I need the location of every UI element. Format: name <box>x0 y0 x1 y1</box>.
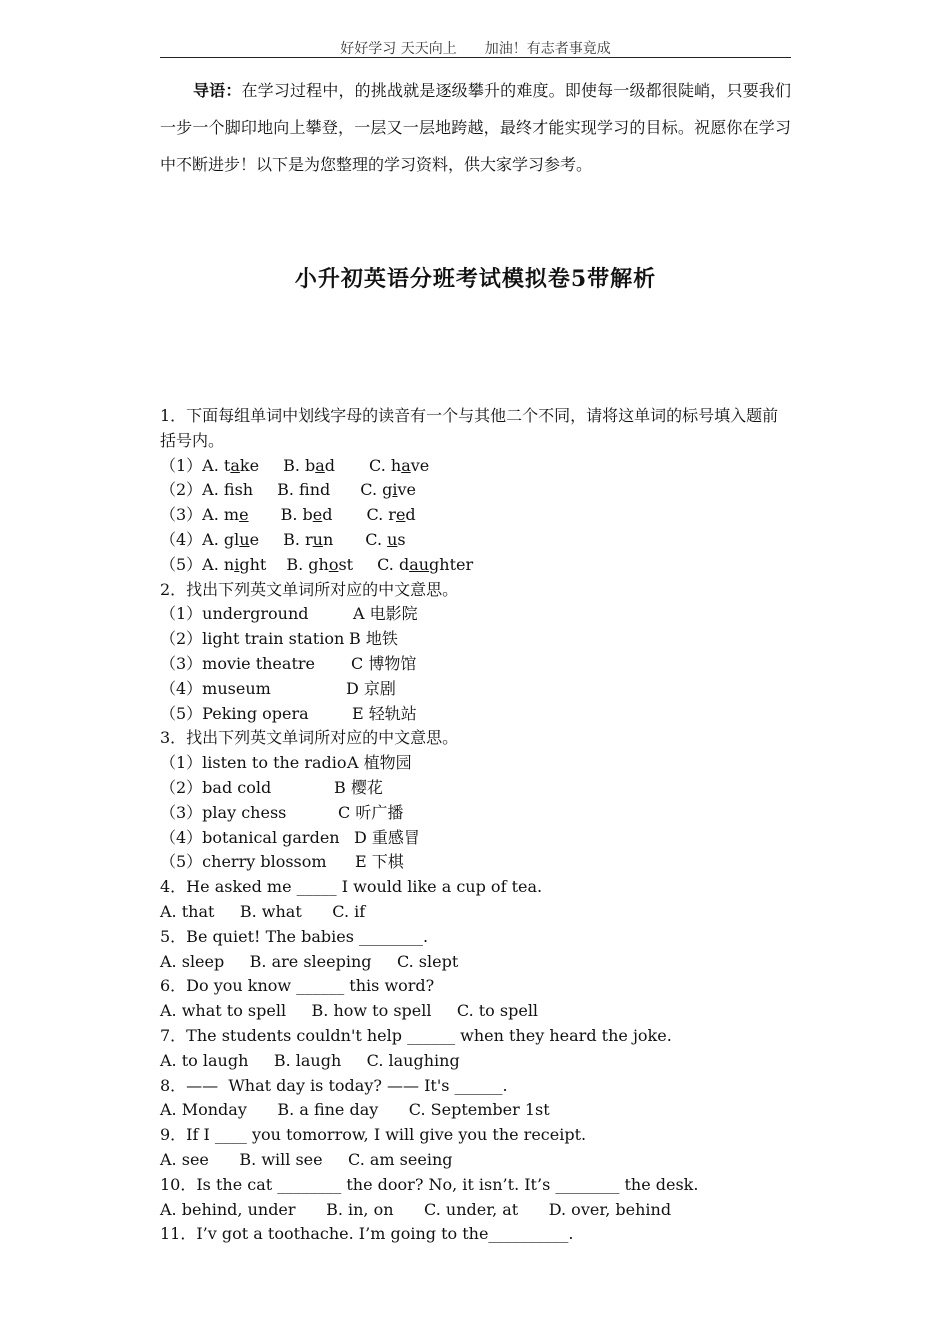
chinese-meaning: E 下棋 <box>355 852 404 872</box>
option-prefix: C. <box>365 529 388 549</box>
q3-row <box>160 776 791 801</box>
q1-stem: 1．下面每组单词中划线字母的读音有一个与其他二个不同，请将这单词的标号填入题前括号内。 <box>160 406 779 450</box>
english-term: （5）Peking opera <box>160 703 309 723</box>
q1-option <box>369 456 429 475</box>
option-suffix: ghter <box>429 554 474 574</box>
q1-option <box>366 505 415 524</box>
answer-options: A. what to spell B. how to spell C. to spell <box>160 1001 539 1021</box>
page-title: 小升初英语分班考试模拟卷5带解析 <box>294 266 657 292</box>
option-prefix: B. b <box>280 505 313 525</box>
q1-item <box>160 553 791 578</box>
q1-item <box>160 478 791 503</box>
q1-option <box>360 480 416 499</box>
option-prefix: C. h <box>369 455 402 475</box>
underlined-letters: e <box>239 505 249 525</box>
q3-row <box>160 850 791 875</box>
q1-option <box>281 505 333 524</box>
q1-item <box>160 528 791 553</box>
q2-row <box>160 652 791 677</box>
underlined-letters: u <box>387 529 398 549</box>
q3-stem: 3．找出下列英文单词所对应的中文意思。 <box>160 728 459 748</box>
underlined-letters: a <box>230 455 240 475</box>
option-prefix: （4）A. gl <box>160 529 240 549</box>
q2-row <box>160 602 791 627</box>
option-prefix: B. r <box>283 529 313 549</box>
q1-option <box>160 505 249 524</box>
page-header: 好好学习 天天向上 加油！有志者事竟成 <box>340 41 611 57</box>
english-term: （1）listen to the radio <box>160 753 347 773</box>
option-suffix: d <box>324 455 336 475</box>
q2-row <box>160 627 791 652</box>
english-term: （4）botanical garden <box>160 827 340 847</box>
underlined-letters: e <box>395 505 406 525</box>
question-stem: 11．I’v got a toothache. I’m going to the__________. <box>160 1224 574 1244</box>
underlined-letters: o <box>328 554 339 574</box>
option-prefix: C. d <box>377 554 410 574</box>
underlined-letters: u <box>312 529 323 549</box>
english-term: （1）underground <box>160 604 309 624</box>
option-prefix: （3）A. m <box>160 505 240 525</box>
q1-option <box>160 530 259 549</box>
question-stem: 7．The students couldn't help ______ when they heard the joke. <box>160 1025 672 1045</box>
underlined-letters: a <box>315 455 325 475</box>
option-suffix: n <box>322 529 334 549</box>
intro-text: 在学习过程中，的挑战就是逐级攀升的难度。即使每一级都很陡峭，只要我们一步一个脚印地向上攀登，一层又一层地跨越，最终才能实现学习的目标。祝愿你在学习中不断进步！以下是为您整理的学习资料，供大家学习参考。 <box>160 81 791 174</box>
question-stem: 9．If I ____ you tomorrow, I will give you the receipt. <box>160 1125 587 1145</box>
option-prefix: （1）A. t <box>160 455 231 475</box>
q1-option <box>286 555 353 574</box>
underlined-letters: i <box>392 480 398 500</box>
question-stem: 4．He asked me _____ I would like a cup of tea. <box>160 877 543 897</box>
q3-row <box>160 826 791 851</box>
chinese-meaning: A 电影院 <box>353 604 418 624</box>
answer-options: A. behind, under B. in, on C. under, at D. over, behind <box>160 1199 672 1219</box>
q1-option <box>160 480 253 499</box>
chinese-meaning: C 博物馆 <box>351 653 417 673</box>
underlined-letters: e <box>312 505 323 525</box>
english-term: （3）play chess <box>160 802 287 822</box>
english-term: （5）cherry blossom <box>160 852 327 872</box>
q3-row <box>160 801 791 826</box>
answer-options: A. to laugh B. laugh C. laughing <box>160 1050 460 1070</box>
option-suffix: st <box>338 554 354 574</box>
option-suffix: e <box>249 529 260 549</box>
answer-options: A. sleep B. are sleeping C. slept <box>160 951 459 971</box>
english-term: （3）movie theatre <box>160 653 315 673</box>
q3-row <box>160 751 791 776</box>
chinese-meaning: E 轻轨站 <box>352 703 417 723</box>
q2-stem: 2．找出下列英文单词所对应的中文意思。 <box>160 579 459 599</box>
q1-option <box>283 456 335 475</box>
q1-item <box>160 503 791 528</box>
q2-row <box>160 702 791 727</box>
answer-options: A. Monday B. a fine day C. September 1st <box>160 1100 550 1120</box>
option-suffix: nd <box>309 480 331 500</box>
option-prefix: （5）A. n <box>160 554 235 574</box>
answer-options: A. see B. will see C. am seeing <box>160 1149 453 1169</box>
question-stem: 10．Is the cat ________ the door? No, it isn’t. It’s ________ the desk. <box>160 1174 699 1194</box>
option-suffix: ke <box>239 455 260 475</box>
underlined-letters: au <box>409 554 430 574</box>
intro-paragraph <box>160 72 791 183</box>
option-suffix: ve <box>410 455 430 475</box>
q1-option <box>365 530 405 549</box>
underlined-letters: a <box>401 455 411 475</box>
chinese-meaning: B 樱花 <box>334 777 383 797</box>
chinese-meaning: D 重感冒 <box>354 827 420 847</box>
exam-content <box>160 404 791 1247</box>
q1-option <box>283 530 333 549</box>
option-suffix: d <box>405 505 416 525</box>
option-suffix: sh <box>234 480 254 500</box>
english-term: （2）light train station <box>160 629 345 649</box>
option-suffix: ve <box>397 480 416 500</box>
option-suffix: d <box>322 505 333 525</box>
english-term: （2）bad cold <box>160 777 272 797</box>
underlined-letters: i <box>234 554 240 574</box>
option-suffix: s <box>397 529 406 549</box>
question-stem: 8．—— What day is today? —— It's ______. <box>160 1075 508 1095</box>
q2-row <box>160 677 791 702</box>
q1-option <box>377 555 473 574</box>
option-prefix: B. f <box>277 480 310 500</box>
q1-item <box>160 454 791 479</box>
underlined-letters: u <box>239 529 250 549</box>
chinese-meaning: B 地铁 <box>349 629 398 649</box>
q1-option <box>160 456 259 475</box>
option-prefix: （2）A. f <box>160 480 235 500</box>
option-suffix: ght <box>239 554 267 574</box>
chinese-meaning: D 京剧 <box>346 678 396 698</box>
answer-options: A. that B. what C. if <box>160 901 366 921</box>
option-prefix: B. gh <box>286 554 329 574</box>
intro-label: 导语： <box>193 81 242 100</box>
question-stem: 5．Be quiet! The babies ________. <box>160 926 429 946</box>
chinese-meaning: C 听广播 <box>338 802 404 822</box>
english-term: （4）museum <box>160 678 271 698</box>
option-prefix: B. b <box>283 455 316 475</box>
header-divider <box>160 57 791 58</box>
q1-option <box>160 555 266 574</box>
question-stem: 6．Do you know ______ this word? <box>160 976 435 996</box>
q1-option <box>277 480 330 499</box>
option-prefix: C. r <box>366 505 396 525</box>
option-prefix: C. g <box>360 480 393 500</box>
chinese-meaning: A 植物园 <box>347 753 412 773</box>
